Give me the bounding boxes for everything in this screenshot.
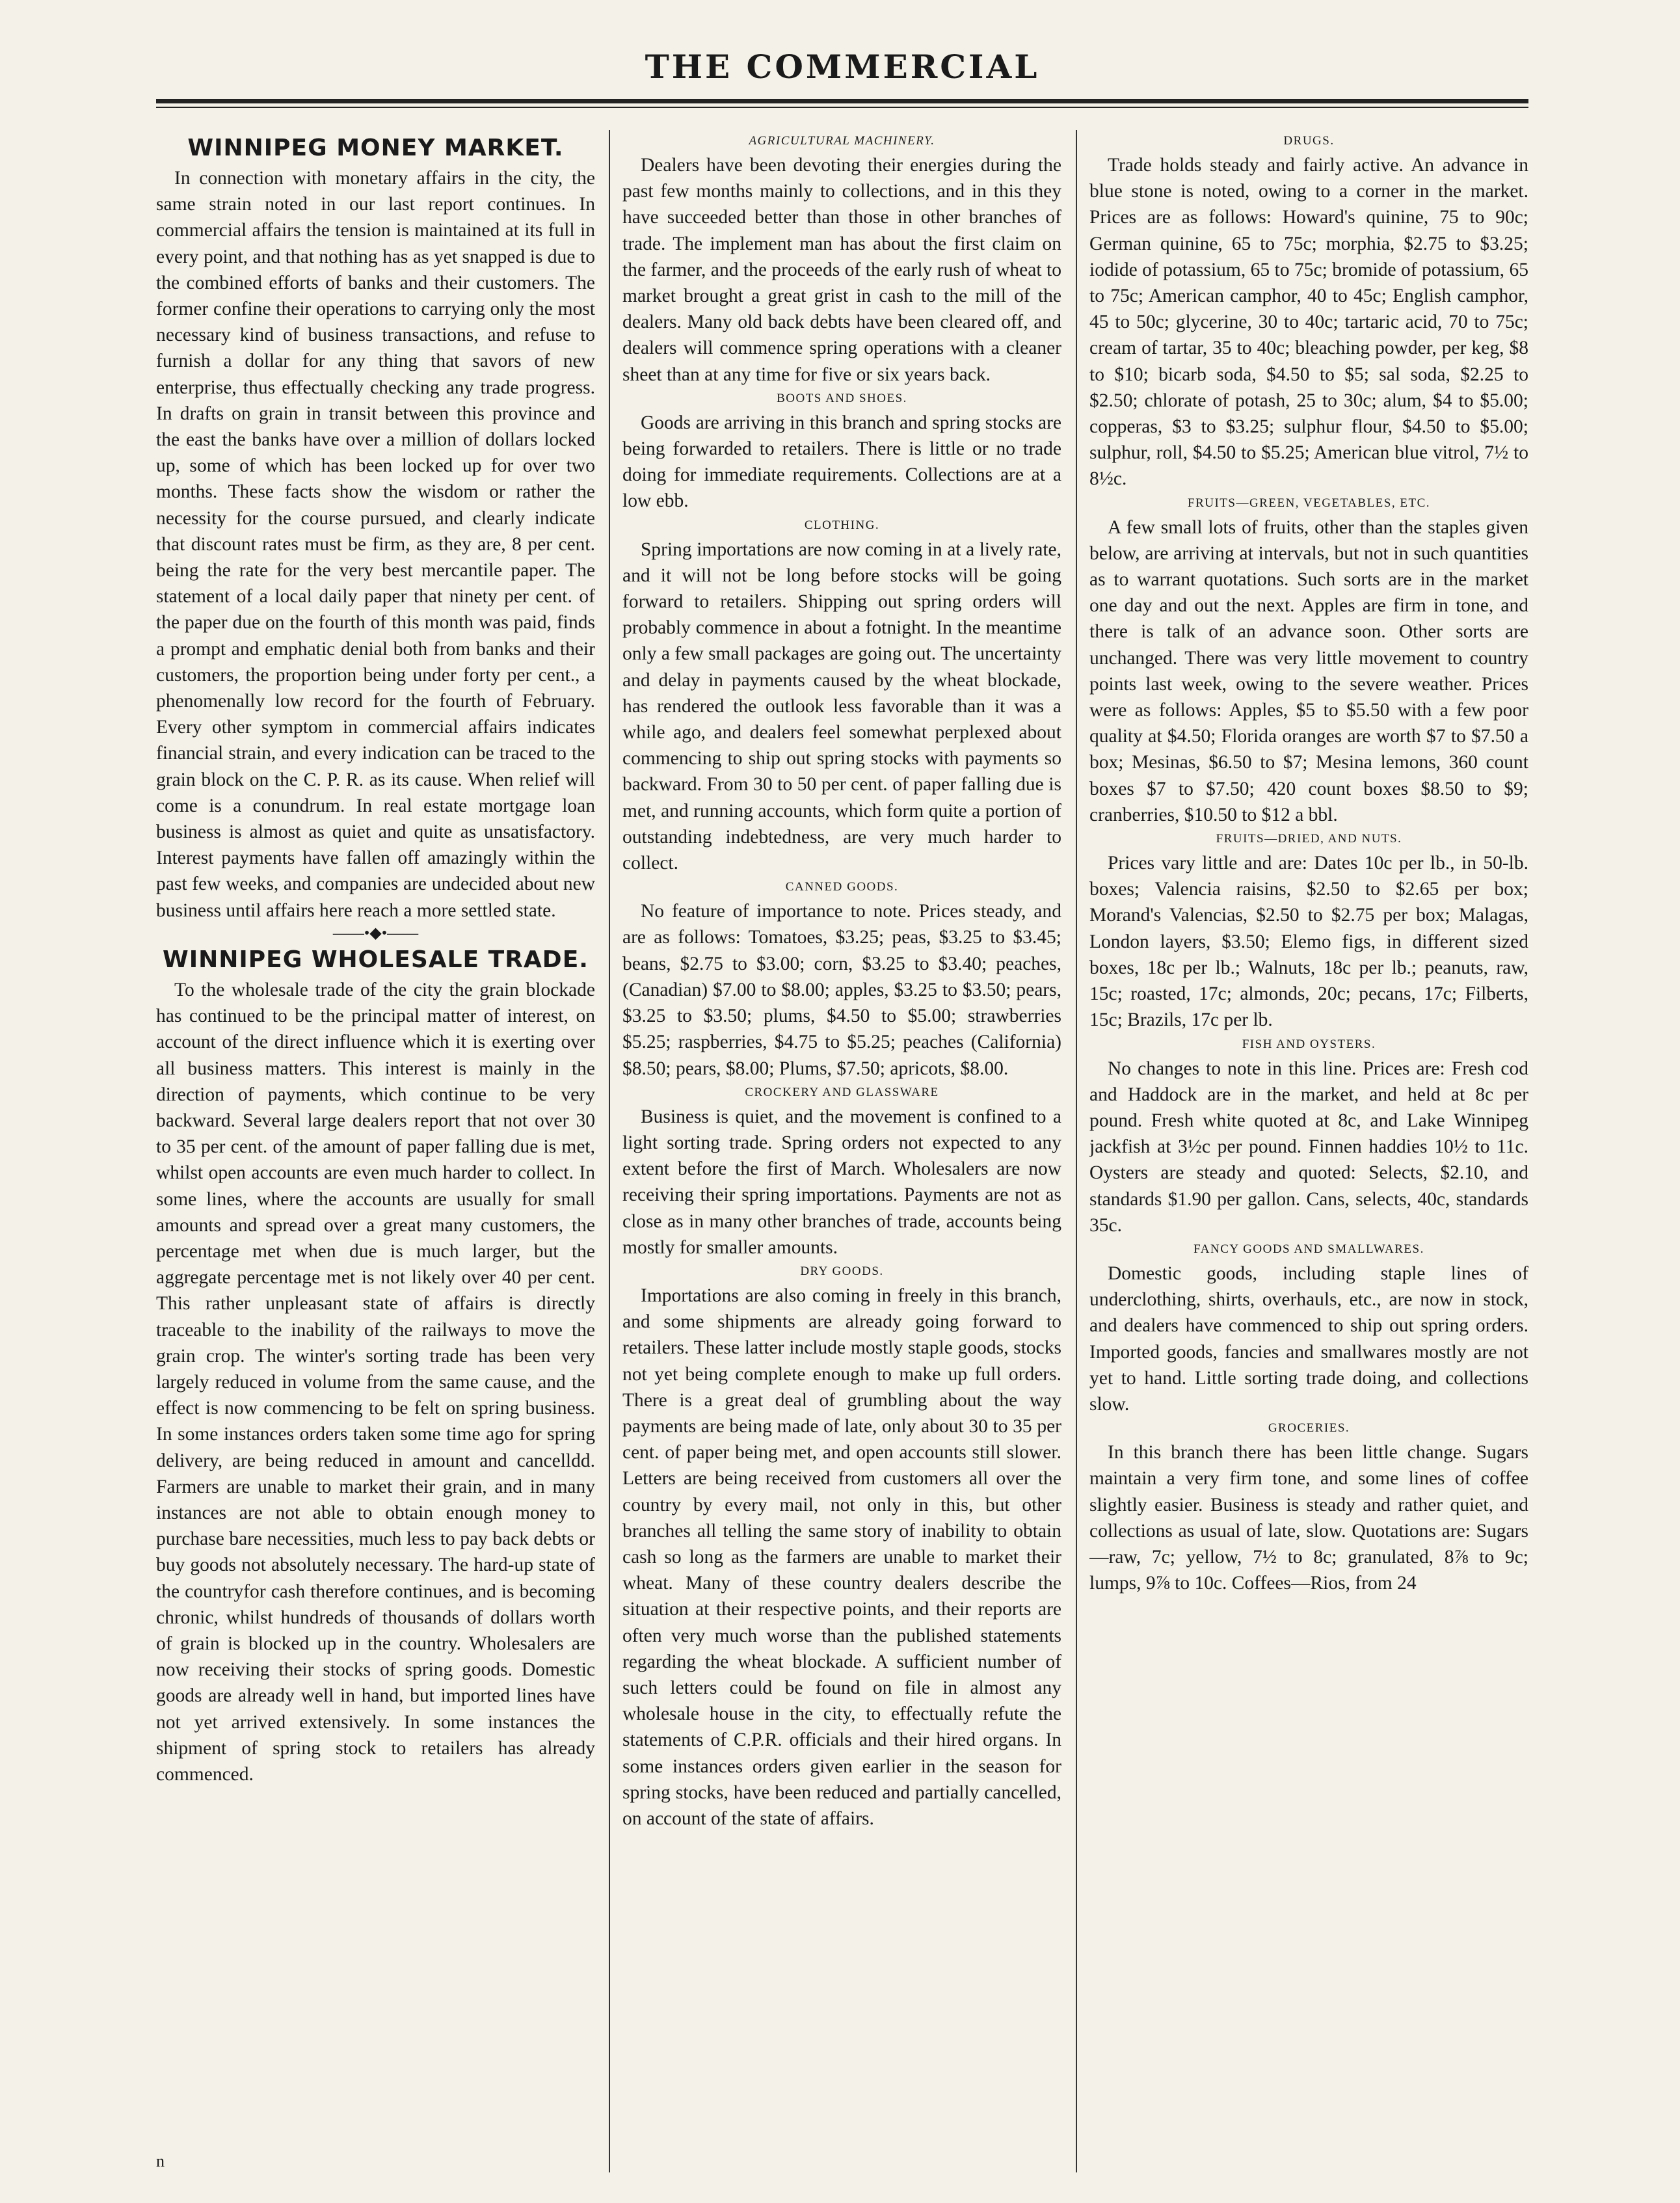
section-title-agricultural-machinery: AGRICULTURAL MACHINERY. [749, 134, 935, 148]
wholesale-trade-headline: WINNIPEG WHOLESALE TRADE. [163, 946, 589, 973]
section-body-boots-and-shoes: Goods are arriving in this branch and spring stocks are being forwarded to retailers. There is little or no trade doing for immediate requirements. Collections are at a low ebb. [622, 412, 1061, 512]
section-title-fancy-goods: FANCY GOODS AND SMALLWARES. [1193, 1242, 1424, 1256]
column-rule [609, 130, 610, 2172]
section-title-boots-and-shoes: BOOTS AND SHOES. [777, 391, 907, 405]
section-body-crockery: Business is quiet, and the movement is confined to a light sorting trade. Spring orders not expected to any extent before the first of March. Wholesalers are now receiving their spring importations. Payments are not as close as in many other branches of trade, accounts being mostly for smaller amounts. [622, 1106, 1061, 1258]
section-title-drugs: DRUGS. [1283, 134, 1335, 148]
section-title-dry-goods: DRY GOODS. [800, 1264, 884, 1278]
article-columns [156, 130, 1528, 2172]
masthead: THE COMMERCIAL [645, 47, 1040, 86]
money-market-body: In connection with monetary affairs in the city, the same strain noted in our last report continues. In commercial affairs the tension is maintained at its full in every point, and that nothing has as yet snapped is due to the combined efforts of banks and their customers. The former confine their operations to carrying only the most necessary kind of business transactions, and refuse to furnish a dollar for any thing that savors of new enterprise, thus effectually checking any trade progress. In drafts on grain in transit between this province and the east the banks have over a million of dollars locked up, some of which has been locked up for over two months. These facts show the wisdom or rather the necessity for the course pursued, and clearly indicate that discount rates must be firm, as they are, 8 per cent. being the rate for the very best mercantile paper. The statement of a local daily paper that ninety per cent. of the paper due on the fourth of this month was paid, finds a prompt and emphatic denial both from banks and their customers, the proportion being under forty per cent., a phenomenally low record for the fourth of February. Every other symptom in commercial affairs indicates financial strain, and every indication can be traced to the grain block on the C. P. R. as its cause. When relief will come is a conundrum. In real estate mortgage loan business is almost as quiet and quite as unsatisfactory. Interest payments have fallen off amazingly within the past few weeks, and companies are undecided about new business until affairs here reach a more settled state. [156, 168, 595, 921]
newspaper-page [156, 39, 1528, 2179]
section-body-clothing: Spring importations are now coming in at a lively rate, and it will not be long before stocks will be going forward to retailers. Shipping out spring orders will probably commence in about a fotnight. In the meantime only a few small packages are going out. The uncertainty and delay in payments caused by the wheat blockade, has rendered the outlook less favorable than it was a while ago, and dealers feel somewhat perplexed about commencing to ship out spring stocks with payments so backward. From 30 to 50 per cent. of paper falling due is met, and running accounts, which form quite a portion of outstanding indebtedness, are very much harder to collect. [622, 539, 1061, 874]
section-title-fish-and-oysters: FISH AND OYSTERS. [1242, 1037, 1376, 1051]
section-body-fruits-green: A few small lots of fruits, other than the staples given below, are arriving at intervals, but not in such quantities as to warrant quotations. Such sorts are in the market one day and out the next. Apples are firm in tone, and there is talk of an advance soon. Other sorts are unchanged. There was very little movement to country points last week, owing to the severe weather. Prices were as follows: Apples, $5 to $5.50 with a few poor quality at $4.50; Florida oranges are worth $7 to $7.50 a box; Mesinas, $6.50 to $7; Mesina lemons, 360 count boxes $7 to $7.50; 420 count boxes $8.50 to $9; cranberries, $10.50 to $12 a bbl. [1089, 516, 1528, 825]
column-2 [622, 130, 1061, 2172]
column-rule [1076, 130, 1077, 2172]
column-3 [1089, 130, 1528, 2172]
section-title-groceries: GROCERIES. [1268, 1421, 1350, 1435]
section-body-dry-goods: Importations are also coming in freely in this branch, and some shipments are already going forward to retailers. These latter include mostly staple goods, stocks not yet being complete enough to make up full orders. There is a great deal of grumbling about the way payments are being made of late, only about 30 to 35 per cent. of paper being met, and open accounts still slower. Letters are being received from customers all over the country by every mail, not only in this, but other branches all telling the same story of inability to obtain cash so long as the farmers are unable to market their wheat. Many of these country dealers describe the situation at their respective points, and their reports are often very much worse than the published statements regarding the wheat blockade. A sufficient number of such letters could be found on file in almost any wholesale house in the city, to effectually refute the statements of C.P.R. officials and their hired organs. In some instances orders given earlier in the season for spring stocks, have been reduced and partially cancelled, on account of the state of affairs. [622, 1285, 1061, 1829]
masthead-rule [156, 99, 1528, 103]
masthead-rule-thin [156, 107, 1528, 108]
section-title-crockery: CROCKERY AND GLASSWARE [745, 1085, 939, 1099]
section-body-fruits-dried: Prices vary little and are: Dates 10c per lb., in 50-lb. boxes; Valencia raisins, $2.50 to $2.65 per box; Morand's Valencias, $2.50 to $2.75 per box; Malagas, London layers, $3.50; Elemo figs, in different sized boxes, 18c per lb.; Walnuts, 18c per lb.; peanuts, raw, 15c; roasted, 17c; almonds, 20c; pecans, 17c; Filberts, 15c; Brazils, 17c per lb. [1089, 853, 1528, 1031]
section-title-canned-goods: CANNED GOODS. [785, 880, 899, 894]
section-body-drugs: Trade holds steady and fairly active. An advance in blue stone is noted, owing to a corner in the market. Prices are as follows: Howard's quinine, 75 to 90c; German quinine, 65 to 75c; morphia, $2.75 to $3.25; iodide of potassium, 65 to 75c; bromide of potassium, 65 to 75c; American camphor, 40 to 45c; English camphor, 45 to 50c; glycerine, 30 to 40c; tartaric acid, 70 to 75c; cream of tartar, 35 to 40c; bleaching powder, per keg, $8 to $10; bicarb soda, $4.50 to $5; sal soda, $2.25 to $2.50; chlorate of potash, 25 to 30c; alum, $4 to $5.00; copperas, $3 to $3.25; sulphur flour, $4.50 to $5.00; sulphur, roll, $4.50 to $5.25; American blue vitrol, 7½ to 8½c. [1089, 155, 1528, 490]
section-title-fruits-dried: FRUITS—DRIED, AND NUTS. [1216, 832, 1402, 846]
column-1 [156, 130, 595, 2172]
section-body-agricultural-machinery: Dealers have been devoting their energies during the past few months mainly to collections, and in this they have succeeded better than those in other branches of trade. The implement man has about the first claim on the farmer, and the proceeds of the early rush of wheat to market brought a great grist in cash to the mill of the dealers. Many old back debts have been cleared off, and dealers will commence spring operations with a cleaner sheet than at any time for five or six years back. [622, 155, 1061, 385]
money-market-headline: WINNIPEG MONEY MARKET. [187, 135, 564, 161]
wholesale-trade-intro: To the wholesale trade of the city the grain blockade has continued to be the principal matter of interest, on account of the direct influence which it is exerting over all business matters. This interest is mainly in the direction of payments, which continue to be very backward. Several large dealers report that not over 30 to 35 per cent. of the amount of paper falling due is met, whilst open accounts are even much harder to collect. In some lines, where the accounts are usually for small amounts and spread over a great many customers, the percentage met when due is much larger, but the aggregate percentage met is not likely over 40 per cent. This rather unpleasant state of affairs is directly traceable to the inability of the railways to move the grain crop. The winter's sorting trade has been very largely reduced in volume from the same cause, and the effect is now commencing to be felt on spring business. In some instances orders taken some time ago for spring delivery, are being reduced in amount and cancelldd. Farmers are unable to market their grain, and in many instances are not able to obtain enough money to purchase bare necessities, much less to pay back debts or buy goods not absolutely necessary. The hard-up state of the countryfor cash therefore continues, and is becoming chronic, whilst hundreds of thousands of dollars worth of grain is blocked up in the country. Wholesalers are now receiving their stocks of spring goods. Domestic goods are already well in hand, but imported lines have not yet arrived extensively. In some instances the shipment of spring stock to retailers has already commenced. [156, 979, 595, 1785]
section-title-fruits-green: FRUITS—GREEN, VEGETABLES, ETC. [1188, 496, 1430, 510]
section-divider: ——•◆•—— [332, 924, 419, 942]
section-title-clothing: CLOTHING. [804, 518, 880, 532]
page-folio: n [156, 2152, 165, 2170]
section-body-groceries: In this branch there has been little change. Sugars maintain a very firm tone, and some lines of coffee slightly easier. Business is steady and rather quiet, and collections as usual of late, slow. Quotations are: Sugars—raw, 7c; yellow, 7½ to 8c; granulated, 8⅞ to 9c; lumps, 9⅞ to 10c. Coffees—Rios, from 24 [1089, 1442, 1528, 1594]
section-body-fancy-goods: Domestic goods, including staple lines of underclothing, shirts, overhauls, etc., are now in stock, and dealers have commenced to ship out spring orders. Imported goods, fancies and smallwares mostly are not yet to hand. Little sorting trade doing, and collections slow. [1089, 1262, 1528, 1415]
section-body-canned-goods: No feature of importance to note. Prices steady, and are as follows: Tomatoes, $3.25; peas, $3.25 to $3.45; beans, $2.75 to $3.00; corn, $3.25 to $3.40; peaches, (Canadian) $7.00 to $8.00; apples, $3.25 to $3.50; pears, $3.25 to $3.50; plums, $4.50 to $5.00; strawberries $5.25; raspberries, $4.75 to $5.25; peaches (California) $8.50; pears, $8.00; Plums, $7.50; apricots, $8.00. [622, 901, 1061, 1079]
section-body-fish-and-oysters: No changes to note in this line. Prices are: Fresh cod and Haddock are in the market, and held at 8c per pound. Fresh white quoted at 8c, and Lake Winnipeg jackfish at 3½c per pound. Finnen haddies 10½ to 11c. Oysters are steady and quoted: Selects, $2.10, and standards $1.90 per gallon. Cans, selects, 40c, standards 35c. [1089, 1058, 1528, 1236]
